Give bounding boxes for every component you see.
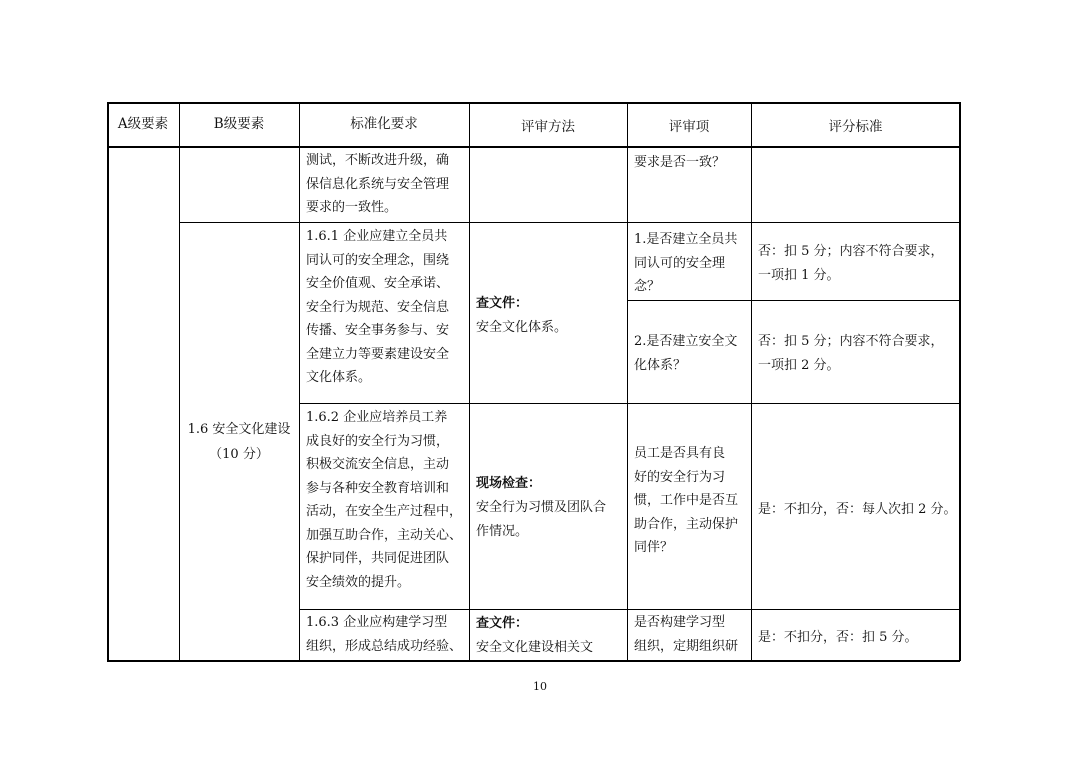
review-item-text: 1.是否建立全员共 同认可的安全理 念？ xyxy=(634,232,738,294)
review-item-text: 要求是否一致？ xyxy=(634,155,726,170)
b-element-label: 1.6 安全文化建设 （10 分） xyxy=(187,422,291,462)
header-col-score: 评分标准 xyxy=(828,119,883,135)
row-divider xyxy=(299,403,960,404)
header-col-a: A级要素 xyxy=(117,116,169,132)
score-standard-text: 是：不扣分，否：扣 5 分。 xyxy=(758,630,918,645)
review-method: 查文件： 安全文化体系。 xyxy=(476,296,568,335)
standard-text: 测试，不断改进升级，确 保信息化系统与安全管理 要求的一致性。 xyxy=(306,153,450,215)
header-divider xyxy=(107,146,960,148)
score-standard-text: 否：扣 5 分；内容不符合要求， 一项扣 2 分。 xyxy=(758,334,944,373)
evaluation-table xyxy=(107,102,960,661)
score-standard-text: 否：扣 5 分；内容不符合要求， 一项扣 1 分。 xyxy=(758,244,944,283)
standard-text: 1.6.1 企业应建立全员共 同认可的安全理念，围绕 安全价值观、安全承诺、 安全行为规范、安全信息 传播、安全事务参与、安 全建立力等要素建设安全 文化体系。 xyxy=(306,229,450,385)
col-divider xyxy=(751,102,752,661)
standard-text: 1.6.3 企业应构建学习型 组织，形成总结成功经验、 xyxy=(306,615,463,654)
col-divider xyxy=(179,102,180,661)
review-item-text: 2.是否建立安全文 化体系？ xyxy=(634,334,738,373)
review-item-text: 是否构建学习型 组织，定期组织研 xyxy=(634,615,739,654)
review-method: 查文件： 安全文化建设相关文 xyxy=(476,616,594,655)
page-number: 10 xyxy=(533,680,547,693)
row-divider xyxy=(299,609,960,610)
review-method: 现场检查： 安全行为习惯及团队合 作情况。 xyxy=(476,476,607,539)
table-border-top xyxy=(107,102,960,104)
standard-text: 1.6.2 企业应培养员工养 成良好的安全行为习惯， 积极交流安全信息，主动 参与各种安全教育培训和 活动，在安全生产过程中， 加强互助合作，主动关心、 保护同伴，共同促进团队 安全绩效的提升。 xyxy=(306,410,463,590)
col-divider xyxy=(299,102,300,661)
table-border-right xyxy=(959,102,961,661)
header-col-item: 评审项 xyxy=(668,119,710,135)
review-item-text: 员工是否具有良 好的安全行为习 惯，工作中是否互 助合作，主动保护 同伴？ xyxy=(634,446,739,555)
row-divider xyxy=(179,222,960,223)
col-divider xyxy=(627,102,628,661)
score-standard-text: 是：不扣分，否：每人次扣 2 分。 xyxy=(758,502,957,517)
col-divider xyxy=(469,102,470,661)
row-divider xyxy=(627,300,960,301)
table-border-bottom xyxy=(107,660,960,662)
header-col-standard: 标准化要求 xyxy=(350,116,418,132)
header-col-method: 评审方法 xyxy=(521,119,575,135)
header-col-b: B级要素 xyxy=(213,116,265,132)
table-border-left xyxy=(107,102,109,661)
